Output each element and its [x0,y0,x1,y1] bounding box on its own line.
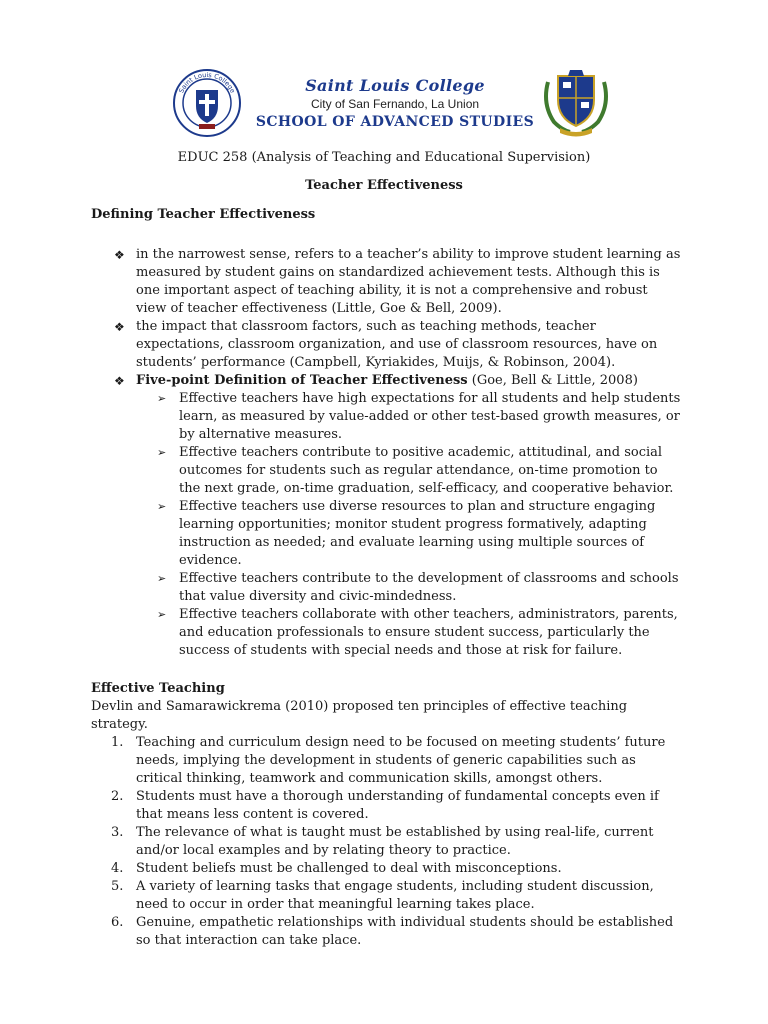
list-item: ➢ Effective teachers collaborate with other teachers, administrators, parents, and education professionals to ensure student success, particularly the success of students with special needs and those at risk for failure. [157,607,678,658]
list-item: 3. The relevance of what is taught must be established by using real-life, current and/or local examples and by relating theory to practice. [111,825,654,858]
list-item: 1. Teaching and curriculum design need to be focused on meeting students’ future needs, implying the development in students of generic capabilities such as critical thinking, teamwork and communication skills, amongst others. [111,735,666,786]
list-item: 5. A variety of learning tasks that engage students, including student discussion, need to occur in order that meaningful learning takes place. [111,879,654,912]
course-title: EDUC 258 (Analysis of Teaching and Educational Supervision) [177,150,591,165]
document-title: Teacher Effectiveness [305,178,463,193]
list-item: ➢ Effective teachers contribute to the development of classrooms and schools that value diversity and civic-mindedness. [157,571,679,604]
five-point-list [136,390,681,660]
arrow-bullet-icon: ➢ [157,392,167,405]
diamond-bullet-icon: ❖ [114,320,125,334]
svg-text:Saint Louis College: Saint Louis College [177,70,237,95]
five-point-citation: (Goe, Bell & Little, 2008) [467,373,638,388]
definition-list [91,246,681,660]
diamond-bullet-icon: ❖ [114,374,125,388]
principles-list [91,734,681,950]
arrow-bullet-icon: ➢ [157,446,167,459]
college-name: Saint Louis College [305,76,485,95]
five-point-label: Five-point Definition of Teacher Effectiveness [136,373,468,388]
list-item: 6. Genuine, empathetic relationships with individual students should be established so that interaction can take place. [111,915,674,948]
section-heading-defining: Defining Teacher Effectiveness [91,207,316,222]
section-heading-effective-teaching: Effective Teaching [91,681,225,696]
list-item: ➢ Effective teachers have high expectations for all students and help students learn, as measured by value-added or other test-based growth measures, or by alternative measures. [157,391,681,442]
arrow-bullet-icon: ➢ [157,572,167,585]
section-intro: Devlin and Samarawickrema (2010) proposed ten principles of effective teaching strategy. [91,699,628,732]
diamond-bullet-icon: ❖ [114,248,125,262]
list-item: ➢ Effective teachers use diverse resources to plan and structure engaging learning opportunities; monitor student progress formatively, adapting instruction as needed; and evaluate learning using multiple sources of evidence. [157,499,656,568]
document-body [91,206,681,950]
list-item: ➢ Effective teachers contribute to positive academic, attitudinal, and social outcomes for students such as regular attendance, on-time promotion to the next grade, on-time graduation, self-efficacy, and cooperative behavior. [157,445,674,496]
arrow-bullet-icon: ➢ [157,500,167,513]
arrow-bullet-icon: ➢ [157,608,167,621]
college-seal-icon [172,68,242,138]
list-item: 4. Student beliefs must be challenged to deal with misconceptions. [111,861,562,876]
school-crest-icon [540,70,612,138]
list-item: ❖ the impact that classroom factors, such as teaching methods, teacher expectations, classroom organization, and use of classroom resources, have on students’ performance (Campbell, Kyriakides, Muijs, & Robinson, 2004). [114,319,658,370]
list-item [114,372,681,660]
college-city: City of San Fernando, La Union [310,97,480,111]
list-item: 2. Students must have a thorough understanding of fundamental concepts even if that means less content is covered. [111,789,659,822]
school-name: SCHOOL OF ADVANCED STUDIES [255,114,535,130]
list-item: ❖ in the narrowest sense, refers to a teacher’s ability to improve student learning as measured by student gains on standardized achievement tests. Although this is one important aspect of teaching ability, it is not a comprehensive and robust view of teacher effectiveness (Little, Goe & Bell, 2009). [114,247,681,316]
